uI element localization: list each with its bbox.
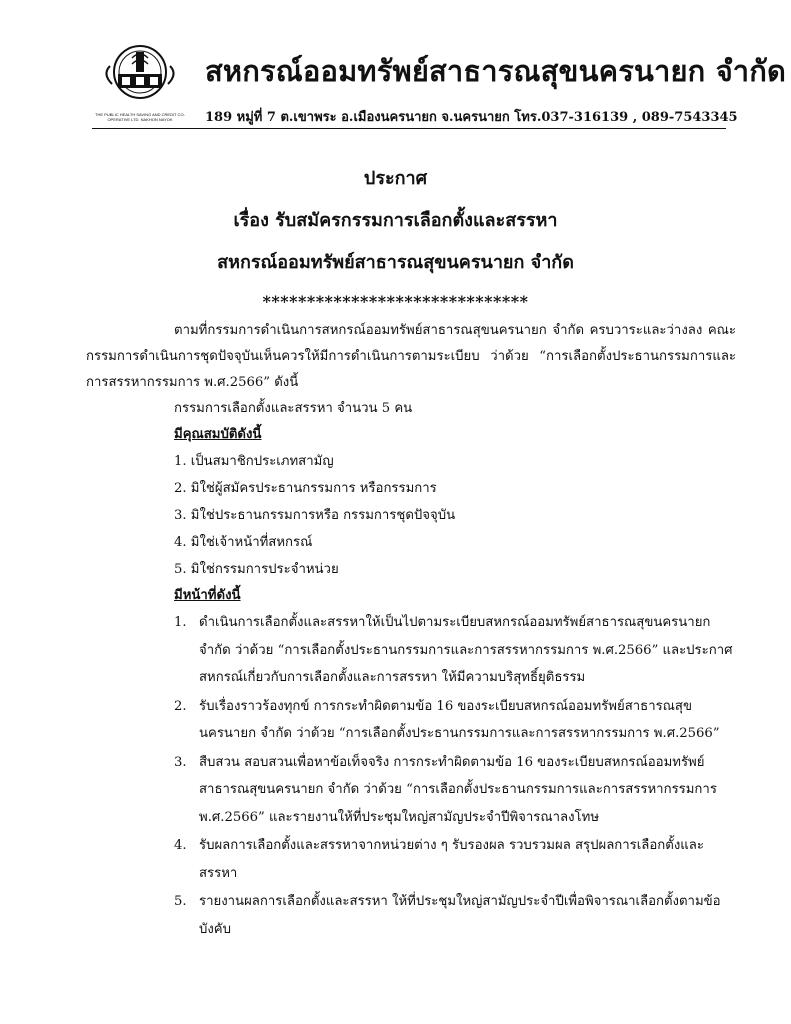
duty-number: 5.: [174, 894, 187, 909]
qualification-item: 3. มิใช่ประธานกรรมการหรือ กรรมการชุดปัจจุบัน: [174, 508, 456, 523]
duty-text: รายงานผลการเลือกตั้งและสรรหา ให้ที่ประชุมใหญ่สามัญประจำปีเพื่อพิจารณาเลือกตั้งตามข้อบังคับ: [199, 894, 721, 937]
qualification-item: 2. มิใช่ผู้สมัครประธานกรรมการ หรือกรรมการ: [174, 481, 437, 496]
announcement-body: [86, 318, 736, 944]
duty-number: 4.: [174, 838, 187, 853]
duty-item: [174, 749, 736, 832]
qualification-item: 4. มิใช่เจ้าหน้าที่สหกรณ์: [174, 535, 313, 550]
header-divider: [92, 128, 726, 129]
announcement-heading: ประกาศ: [363, 168, 428, 189]
qualifications-heading: มีคุณสมบัติดังนี้: [174, 427, 262, 442]
duty-item: [174, 832, 736, 887]
announcement-issuer: สหกรณ์ออมทรัพย์สาธารณสุขนครนายก จำกัด: [217, 252, 574, 273]
separator: ******************************: [262, 292, 529, 311]
duty-item: [174, 693, 736, 748]
duty-number: 1.: [174, 615, 187, 630]
duty-item: [174, 609, 736, 692]
duty-item: [174, 888, 736, 943]
duty-number: 3.: [174, 754, 187, 770]
duty-text: รับผลการเลือกตั้งและสรรหาจากหน่วยต่าง ๆ รับรองผล รวบรวมผล สรุปผลการเลือกตั้งและสรรหา: [199, 838, 704, 881]
cooperative-address: 189 หมู่ที่ 7 ต.เขาพระ อ.เมืองนครนายก จ.นครนายก โทร.037-316139 , 089-7543345: [205, 110, 738, 125]
emblem-graphic: [92, 40, 188, 110]
cooperative-name: สหกรณ์ออมทรัพย์สาธารณสุขนครนายก จำกัด: [205, 54, 787, 88]
duty-number: 2.: [174, 698, 187, 714]
duties-list: [86, 609, 736, 943]
qualification-item: 1. เป็นสมาชิกประเภทสามัญ: [174, 454, 334, 469]
letterhead: [92, 28, 787, 128]
emblem-caption: THE PUBLIC HEALTH SAVING AND CREDIT CO-OPERATIVE LTD. NAKHON NAYOK: [95, 112, 185, 122]
intro-paragraph: ตามที่กรรมการดำเนินการสหกรณ์ออมทรัพย์สาธารณสุขนครนายก จำกัด ครบวาระและว่างลง คณะกรรมการดำเนินการชุดปัจจุบันเห็นควรให้มีการดำเนินการตามระเบียบ ว่าด้วย “การเลือกตั้งประธานกรรมการและการสรรหากรรมการ พ.ศ.2566” ดังนี้: [86, 323, 736, 390]
duty-text: ดำเนินการเลือกตั้งและสรรหาให้เป็นไปตามระเบียบสหกรณ์ออมทรัพย์สาธารณสุขนครนายก จำกัด ว่าด้วย “การเลือกตั้งประธานกรรมการและการสรรหากรรมการ พ.ศ.2566” และประกาศสหกรณ์เกี่ยวกับการเลือกตั้งและการสรรหา ให้มีความบริสุทธิ์ยุติธรรม: [199, 615, 733, 685]
duty-text: สืบสวน สอบสวนเพื่อหาข้อเท็จจริง การกระทำผิดตามข้อ 16 ของระเบียบสหกรณ์ออมทรัพย์สาธารณสุขนครนายก จำกัด ว่าด้วย “การเลือกตั้งประธานกรรมการและการสรรหากรรมการ พ.ศ.2566” และรายงานให้ที่ประชุมใหญ่สามัญประจำปีพิจารณาลงโทษ: [199, 754, 717, 825]
cooperative-emblem-icon: [92, 40, 188, 130]
announcement-subject: เรื่อง รับสมัครกรรมการเลือกตั้งและสรรหา: [233, 210, 558, 231]
committee-count: กรรมการเลือกตั้งและสรรหา จำนวน 5 คน: [174, 401, 413, 416]
qualification-item: 5. มิใช่กรรมการประจำหน่วย: [174, 562, 339, 577]
duties-heading: มีหน้าที่ดังนี้: [174, 588, 241, 603]
duty-text: รับเรื่องราวร้องทุกข์ การกระทำผิดตามข้อ 16 ของระเบียบสหกรณ์ออมทรัพย์สาธารณสุขนครนายก จำกัด ว่าด้วย “การเลือกตั้งประธานกรรมการและการสรรหากรรมการ พ.ศ.2566”: [199, 698, 720, 741]
